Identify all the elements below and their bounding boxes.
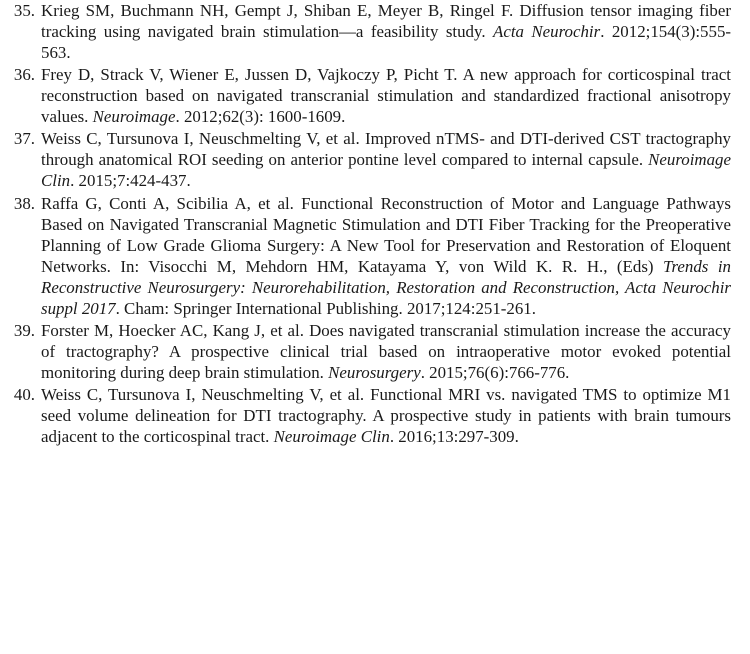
reference-text: [41, 384, 731, 447]
reference-journal: Neurosurgery: [328, 362, 421, 382]
reference-text: [41, 64, 731, 127]
reference-text: [41, 320, 731, 383]
reference-authors-title: Frey D, Strack V, Wiener E, Jussen D, Vajkoczy P, Picht T. A new approach for corticospinal tract reconstruction based on navigated transcranial stimulation and standardized fractional anisotropy values.: [41, 65, 731, 127]
reference-authors-title: Forster M, Hoecker AC, Kang J, et al. Does navigated transcranial stimulation increase the accuracy of tractography? A prospective clinical trial based on intraoperative motor evoked potential monitoring during deep brain stimulation.: [41, 320, 731, 382]
reference-authors-title: Weiss C, Tursunova I, Neuschmelting V, et al. Improved nTMS- and DTI-derived CST tractography through anatomical ROI seeding on anterior pontine level compared to internal capsule.: [41, 129, 731, 170]
reference-number: 36.: [13, 65, 35, 85]
reference-citation: . 2015;7:424-437.: [70, 171, 191, 191]
reference-number: 38.: [13, 193, 35, 213]
reference-authors-title: Krieg SM, Buchmann NH, Gempt J, Shiban E, Meyer B, Ringel F. Diffusion tensor imaging fiber tracking using navigated brain stimulation—a feasibility study.: [41, 1, 731, 41]
reference-number: 40.: [13, 384, 35, 404]
reference-item-39: [0, 320, 750, 383]
reference-item-40: [0, 384, 750, 447]
reference-citation: . 2015;76(6):766-776.: [420, 362, 570, 382]
reference-number: 39.: [13, 320, 35, 340]
reference-text: [41, 0, 731, 63]
reference-citation: . Cham: Springer International Publishing. 2017;124:251-261.: [115, 298, 536, 318]
reference-authors-title: Weiss C, Tursunova I, Neuschmelting V, et al. Functional MRI vs. navigated TMS to optimize M1 seed volume delineation for DTI tractography. A prospective study in patients with brain tumours adjacent to the corticospinal tract.: [41, 384, 731, 446]
reference-item-38: [0, 193, 750, 319]
reference-journal: Acta Neurochir: [493, 22, 601, 41]
reference-item-37: [0, 128, 750, 191]
reference-journal: Neuroimage: [92, 107, 176, 127]
reference-book-title: Trends in Reconstructive Neurosurgery: Neurorehabilitation, Restoration and Reconstruction, Acta Neurochir suppl 2017: [41, 256, 731, 318]
reference-item-35: [0, 0, 750, 63]
reference-number: 37.: [13, 129, 35, 149]
reference-journal: Neuroimage Clin: [41, 150, 731, 191]
reference-text: [41, 128, 731, 191]
reference-citation: . 2012;154(3):555-563.: [41, 22, 732, 62]
reference-text: [41, 193, 731, 319]
reference-number: 35.: [13, 1, 35, 20]
reference-authors-title: Raffa G, Conti A, Scibilia A, et al. Functional Reconstruction of Motor and Language Pathways Based on Navigated Transcranial Magnetic Stimulation and DTI Fiber Tracking for the Preoperative Planning of Low Grade Glioma Surgery: A New Tool for Preservation and Restoration of Eloquent Networks. In: Visocchi M, Mehdorn HM, Katayama Y, von Wild K. R. H., (Eds): [41, 193, 731, 276]
reference-journal: Neuroimage Clin: [273, 426, 390, 446]
reference-citation: . 2016;13:297-309.: [389, 426, 519, 446]
reference-item-36: [0, 64, 750, 127]
reference-citation: . 2012;62(3): 1600-1609.: [175, 107, 346, 127]
